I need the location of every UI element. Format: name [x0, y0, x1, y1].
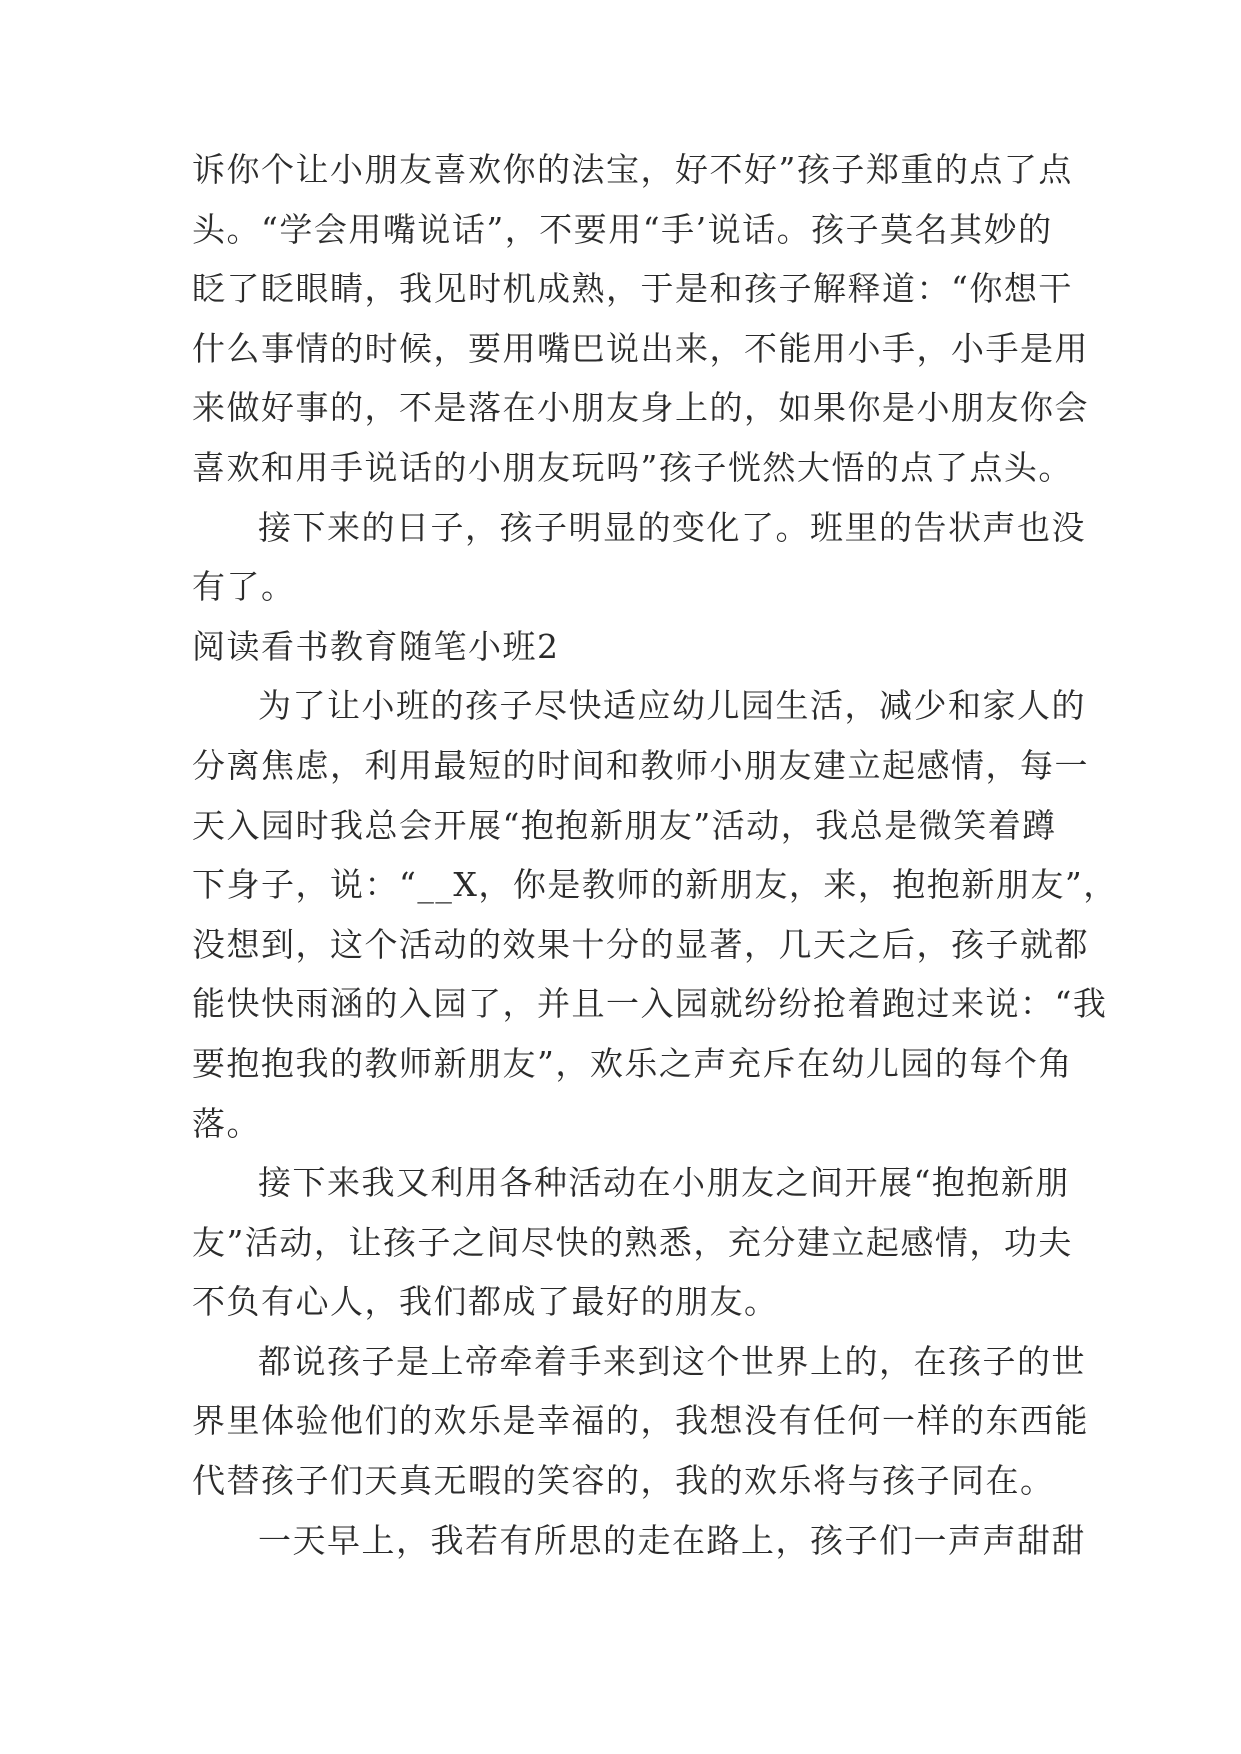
text-line: 喜欢和用手说话的小朋友玩吗”孩子恍然大悟的点了点头。 — [192, 447, 1073, 487]
text-line: 诉你个让小朋友喜欢你的法宝，好不好”孩子郑重的点了点 — [192, 150, 1073, 189]
text-line: 代替孩子们天真无暇的笑容的，我的欢乐将与孩子同在。 — [192, 1461, 1055, 1501]
text-line: 下身子，说：“__X，你是教师的新朋友，来，抱抱新朋友”， — [192, 865, 1118, 905]
section-heading: 阅读看书教育随笔小班2 — [192, 626, 560, 666]
text-line: 有了。 — [192, 567, 296, 607]
paragraph-first-line: 为了让小班的孩子尽快适应幼儿园生活，减少和家人的 — [258, 686, 1086, 726]
paragraph-first-line: 都说孩子是上帝牵着手来到这个世界上的，在孩子的世 — [258, 1341, 1086, 1381]
paragraph-first-line: 一天早上，我若有所思的走在路上，孩子们一声声甜甜 — [258, 1520, 1086, 1560]
text-line: 落。 — [192, 1103, 261, 1143]
text-line: 来做好事的，不是落在小朋友身上的，如果你是小朋友你会 — [192, 388, 1089, 428]
paragraph-first-line: 接下来的日子，孩子明显的变化了。班里的告状声也没 — [258, 507, 1086, 547]
document-body — [192, 140, 1118, 1570]
text-line: 要抱抱我的教师新朋友”，欢乐之声充斥在幼儿园的每个角 — [192, 1043, 1073, 1083]
text-line: 能快快雨涵的入园了，并且一入园就纷纷抢着跑过来说：“我 — [192, 984, 1108, 1024]
text-line: 分离焦虑，利用最短的时间和教师小朋友建立起感情，每一 — [192, 745, 1089, 785]
text-line: 界里体验他们的欢乐是幸福的，我想没有任何一样的东西能 — [192, 1401, 1089, 1441]
text-line: 没想到，这个活动的效果十分的显著，几天之后，孩子就都 — [192, 924, 1089, 964]
text-line: 头。“学会用嘴说话”，不要用“手’说话。孩子莫名其妙的 — [192, 209, 1053, 249]
text-line: 友”活动，让孩子之间尽快的熟悉，充分建立起感情，功夫 — [192, 1222, 1073, 1262]
text-line: 眨了眨眼睛，我见时机成熟，于是和孩子解释道：“你想干 — [192, 269, 1073, 309]
text-line: 天入园时我总会开展“抱抱新朋友”活动，我总是微笑着蹲 — [192, 805, 1057, 845]
text-line: 不负有心人，我们都成了最好的朋友。 — [192, 1282, 779, 1322]
text-line: 什么事情的时候，要用嘴巴说出来，不能用小手，小手是用 — [192, 328, 1089, 368]
paragraph-first-line: 接下来我又利用各种活动在小朋友之间开展“抱抱新朋 — [258, 1163, 1070, 1203]
